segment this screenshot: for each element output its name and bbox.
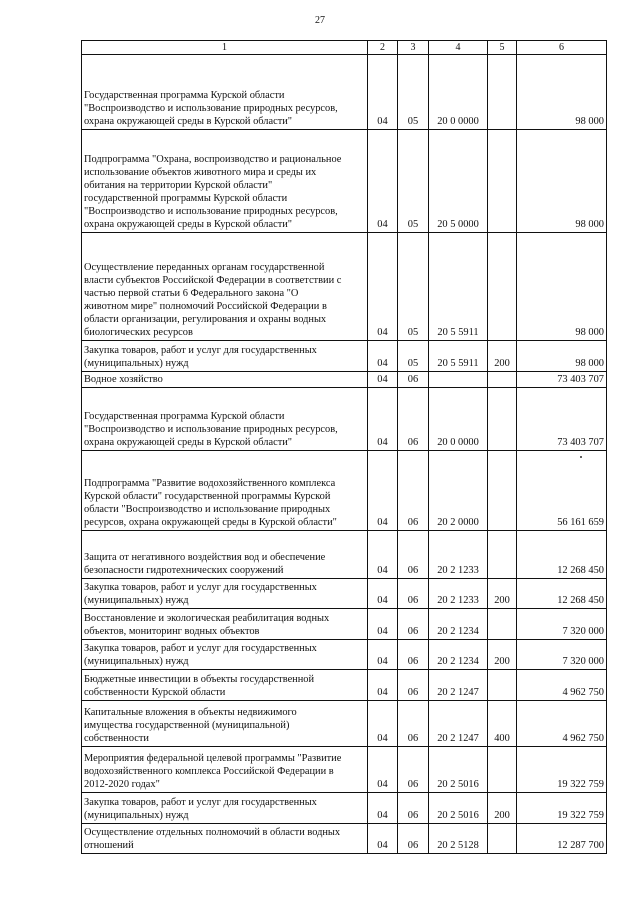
row-target-article: 20 5 5911	[429, 233, 488, 341]
row-section: 04	[368, 233, 398, 341]
row-section: 04	[368, 609, 398, 640]
budget-table	[81, 40, 607, 854]
row-subsection: 05	[398, 130, 429, 233]
row-subsection: 06	[398, 531, 429, 579]
row-target-article: 20 2 5016	[429, 747, 488, 793]
table-row	[82, 793, 607, 824]
row-name: Подпрограмма "Развитие водохозяйственного комплекса Курской области" государственной программы Курской области "Воспроизводство и использование природных ресурсов, охрана окружающей среды в Курской области"	[82, 451, 368, 531]
row-amount: 19 322 759	[517, 793, 607, 824]
row-section: 04	[368, 388, 398, 451]
row-expense-type	[488, 531, 517, 579]
header-col-5: 5	[488, 41, 517, 55]
row-section: 04	[368, 451, 398, 531]
row-subsection: 06	[398, 701, 429, 747]
row-expense-type: 200	[488, 640, 517, 670]
row-name: Закупка товаров, работ и услуг для государственных (муниципальных) нужд	[82, 793, 368, 824]
header-col-3: 3	[398, 41, 429, 55]
table-row	[82, 609, 607, 640]
row-target-article: 20 2 5016	[429, 793, 488, 824]
row-name: Мероприятия федеральной целевой программы "Развитие водохозяйственного комплекса Российской Федерации в 2012-2020 годах"	[82, 747, 368, 793]
row-expense-type	[488, 55, 517, 130]
header-col-2: 2	[368, 41, 398, 55]
row-target-article: 20 0 0000	[429, 55, 488, 130]
row-section: 04	[368, 640, 398, 670]
row-section: 04	[368, 824, 398, 854]
table-row	[82, 451, 607, 531]
table-row	[82, 130, 607, 233]
row-subsection: 06	[398, 747, 429, 793]
row-amount: 7 320 000	[517, 640, 607, 670]
table-row	[82, 372, 607, 388]
row-target-article: 20 2 1247	[429, 670, 488, 701]
row-amount: 4 962 750	[517, 670, 607, 701]
table-row	[82, 341, 607, 372]
row-subsection: 06	[398, 670, 429, 701]
row-expense-type	[488, 233, 517, 341]
row-subsection: 05	[398, 341, 429, 372]
row-name: Осуществление переданных органам государственной власти субъектов Российской Федерации в соответствии с частью первой статьи 6 Федерального закона "О животном мире" полномочий Российской Федерации в области организации, регулирования и охраны водных биологических ресурсов	[82, 233, 368, 341]
row-subsection: 06	[398, 579, 429, 609]
row-name: Закупка товаров, работ и услуг для государственных (муниципальных) нужд	[82, 341, 368, 372]
row-target-article: 20 5 0000	[429, 130, 488, 233]
row-expense-type	[488, 670, 517, 701]
table-row	[82, 824, 607, 854]
row-target-article: 20 0 0000	[429, 388, 488, 451]
row-name: Бюджетные инвестиции в объекты государственной собственности Курской области	[82, 670, 368, 701]
row-target-article: 20 2 1247	[429, 701, 488, 747]
row-section: 04	[368, 670, 398, 701]
row-amount: 98 000	[517, 341, 607, 372]
row-name: Капитальные вложения в объекты недвижимого имущества государственной (муниципальной) собственности	[82, 701, 368, 747]
row-subsection: 06	[398, 793, 429, 824]
row-target-article: 20 2 1233	[429, 531, 488, 579]
table-row	[82, 747, 607, 793]
row-name: Водное хозяйство	[82, 372, 368, 388]
table-row	[82, 388, 607, 451]
row-amount: 98 000	[517, 233, 607, 341]
table-row	[82, 670, 607, 701]
row-target-article: 20 5 5911	[429, 341, 488, 372]
row-amount: 98 000	[517, 55, 607, 130]
row-amount: 7 320 000	[517, 609, 607, 640]
row-expense-type	[488, 372, 517, 388]
table-row	[82, 55, 607, 130]
row-expense-type	[488, 130, 517, 233]
table-row	[82, 701, 607, 747]
row-name: Подпрограмма "Охрана, воспроизводство и рациональное использование объектов животного мира и среды их обитания на территории Курской области" государственной программы Курской области "Воспроизводство и использование природных ресурсов, охрана окружающей среды в Курской области"	[82, 130, 368, 233]
row-section: 04	[368, 55, 398, 130]
header-col-4: 4	[429, 41, 488, 55]
row-name: Восстановление и экологическая реабилитация водных объектов, мониторинг водных объектов	[82, 609, 368, 640]
row-name: Осуществление отдельных полномочий в области водных отношений	[82, 824, 368, 854]
row-subsection: 06	[398, 824, 429, 854]
row-section: 04	[368, 701, 398, 747]
table-row	[82, 579, 607, 609]
row-name: Закупка товаров, работ и услуг для государственных (муниципальных) нужд	[82, 579, 368, 609]
row-section: 04	[368, 579, 398, 609]
row-section: 04	[368, 531, 398, 579]
row-subsection: 06	[398, 609, 429, 640]
row-section: 04	[368, 341, 398, 372]
row-subsection: 05	[398, 233, 429, 341]
header-col-6: 6	[517, 41, 607, 55]
table-row	[82, 233, 607, 341]
row-expense-type: 200	[488, 341, 517, 372]
row-target-article: 20 2 0000	[429, 451, 488, 531]
row-amount: 73 403 707	[517, 388, 607, 451]
row-target-article: 20 2 5128	[429, 824, 488, 854]
table-header-row	[82, 41, 607, 55]
row-expense-type	[488, 388, 517, 451]
row-name: Государственная программа Курской области "Воспроизводство и использование природных ресурсов, охрана окружающей среды в Курской области"	[82, 55, 368, 130]
row-subsection: 06	[398, 451, 429, 531]
row-name: Защита от негативного воздействия вод и обеспечение безопасности гидротехнических сооружений	[82, 531, 368, 579]
row-expense-type	[488, 824, 517, 854]
row-target-article: 20 2 1234	[429, 640, 488, 670]
row-amount: 19 322 759	[517, 747, 607, 793]
stray-dot-mark	[580, 456, 582, 458]
row-expense-type: 400	[488, 701, 517, 747]
row-section: 04	[368, 747, 398, 793]
row-name: Закупка товаров, работ и услуг для государственных (муниципальных) нужд	[82, 640, 368, 670]
table-row	[82, 531, 607, 579]
header-col-1: 1	[82, 41, 368, 55]
row-target-article: 20 2 1234	[429, 609, 488, 640]
row-expense-type	[488, 609, 517, 640]
row-section: 04	[368, 793, 398, 824]
row-amount: 4 962 750	[517, 701, 607, 747]
row-subsection: 05	[398, 55, 429, 130]
row-expense-type	[488, 451, 517, 531]
row-name: Государственная программа Курской области "Воспроизводство и использование природных ресурсов, охрана окружающей среды в Курской области"	[82, 388, 368, 451]
row-amount: 56 161 659	[517, 451, 607, 531]
row-subsection: 06	[398, 372, 429, 388]
table-row	[82, 640, 607, 670]
row-subsection: 06	[398, 640, 429, 670]
row-amount: 98 000	[517, 130, 607, 233]
row-section: 04	[368, 130, 398, 233]
row-subsection: 06	[398, 388, 429, 451]
row-amount: 12 268 450	[517, 531, 607, 579]
row-amount: 12 287 700	[517, 824, 607, 854]
row-target-article	[429, 372, 488, 388]
row-expense-type	[488, 747, 517, 793]
row-expense-type: 200	[488, 793, 517, 824]
row-section: 04	[368, 372, 398, 388]
row-target-article: 20 2 1233	[429, 579, 488, 609]
page-number: 27	[315, 15, 325, 26]
row-amount: 73 403 707	[517, 372, 607, 388]
row-expense-type: 200	[488, 579, 517, 609]
row-amount: 12 268 450	[517, 579, 607, 609]
